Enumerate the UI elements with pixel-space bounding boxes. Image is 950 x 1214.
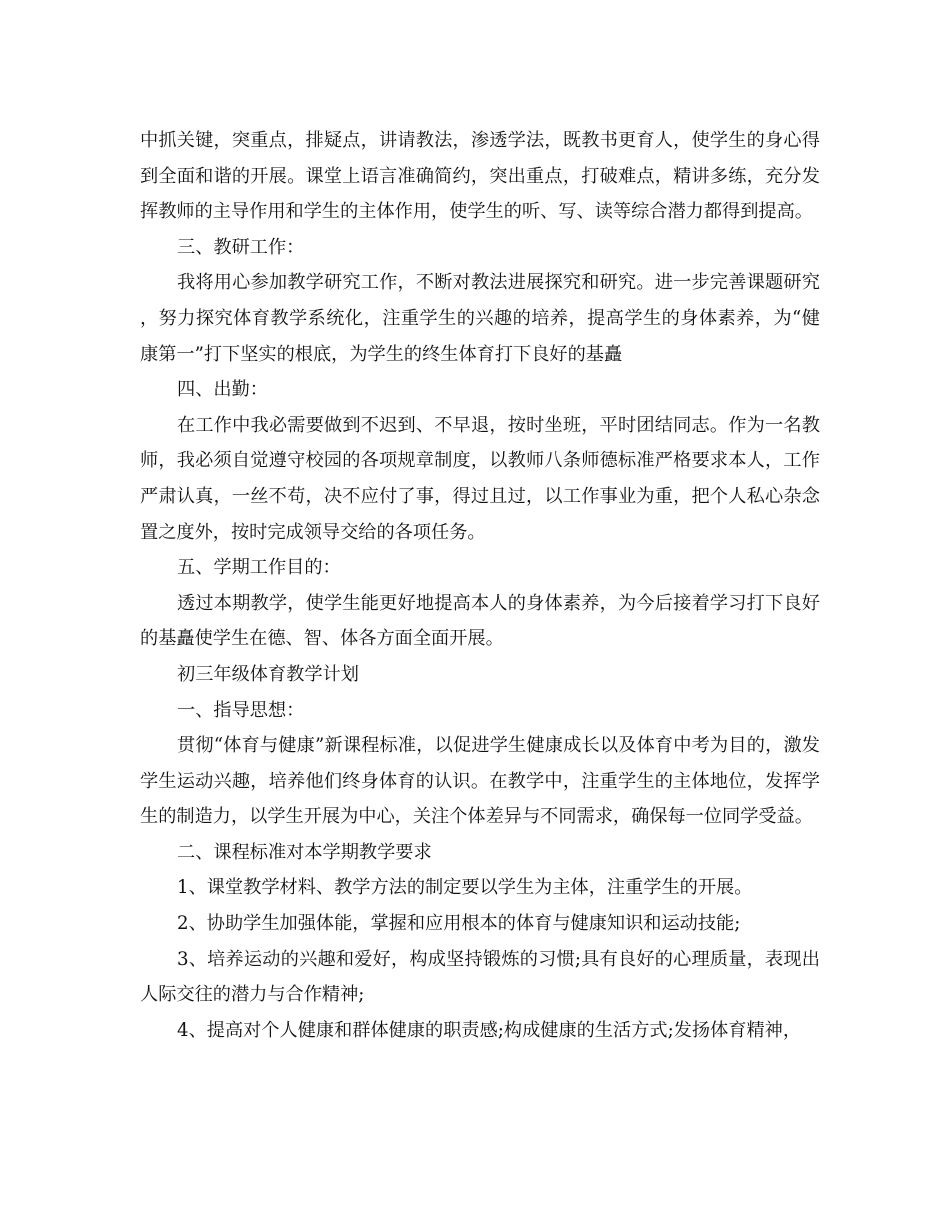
section-heading-attendance: 四、出勤：	[177, 379, 268, 401]
document-subtitle-grade9-plan: 初三年级体育教学计划	[177, 663, 359, 685]
list-item-requirement-2: 2、协助学生加强体能，掌握和应用根本的体育与健康知识和运动技能;	[177, 913, 741, 935]
paragraph-guiding-thought: 贯彻“体育与健康”新课程标准，以促进学生健康成长以及体育中考为目的，激发学生运动兴趣，培养他们终身体育的认识。在教学中，注重学生的主体地位，发挥学生的制造力，以学生开展为中心，关注个体差异与不同需求，确保每一位同学受益。	[140, 735, 820, 828]
section-heading-curriculum-requirements: 二、课程标准对本学期教学要求	[177, 841, 432, 863]
list-item-requirement-4: 4、提高对个人健康和群体健康的职责感;构成健康的生活方式;发扬体育精神，	[177, 1019, 802, 1041]
section-heading-guiding-thought: 一、指导思想：	[177, 699, 305, 721]
section-heading-semester-goal: 五、学期工作目的：	[177, 557, 341, 579]
section-heading-teaching-research: 三、教研工作：	[177, 236, 305, 258]
list-item-requirement-1: 1、课堂教学材料、教学方法的制定要以学生为主体，注重学生的开展。	[177, 877, 753, 899]
document-body	[140, 123, 820, 1048]
paragraph-attendance: 在工作中我必需要做到不迟到、不早退，按时坐班，平时团结同志。作为一名教师，我必须自觉遵守校园的各项规章制度，以教师八条师德标准严格要求本人，工作严肃认真，一丝不苟，决不应付了事，得过且过，以工作事业为重，把个人私心杂念置之度外，按时完成领导交给的各项任务。	[140, 414, 820, 543]
paragraph-teaching-research: 我将用心参加教学研究工作，不断对教法进展探究和研究。进一步完善课题研究，努力探究体育教学系统化，注重学生的兴趣的培养，提高学生的身体素养，为“健康第一”打下坚实的根底，为学生的终生体育打下良好的基矗	[140, 272, 820, 365]
paragraph-continued-body: 中抓关键，突重点，排疑点，讲请教法，渗透学法，既教书更育人，使学生的身心得到全面和谐的开展。课堂上语言准确简约，突出重点，打破难点，精讲多练，充分发挥教师的主导作用和学生的主体作用，使学生的听、写、读等综合潜力都得到提高。	[140, 130, 820, 223]
list-item-requirement-3: 3、培养运动的兴趣和爱好，构成坚持锻炼的习惯;具有良好的心理质量，表现出人际交往的潜力与合作精神;	[140, 948, 820, 1006]
paragraph-semester-goal: 透过本期教学，使学生能更好地提高本人的身体素养，为今后接着学习打下良好的基矗使学生在德、智、体各方面全面开展。	[140, 592, 820, 650]
